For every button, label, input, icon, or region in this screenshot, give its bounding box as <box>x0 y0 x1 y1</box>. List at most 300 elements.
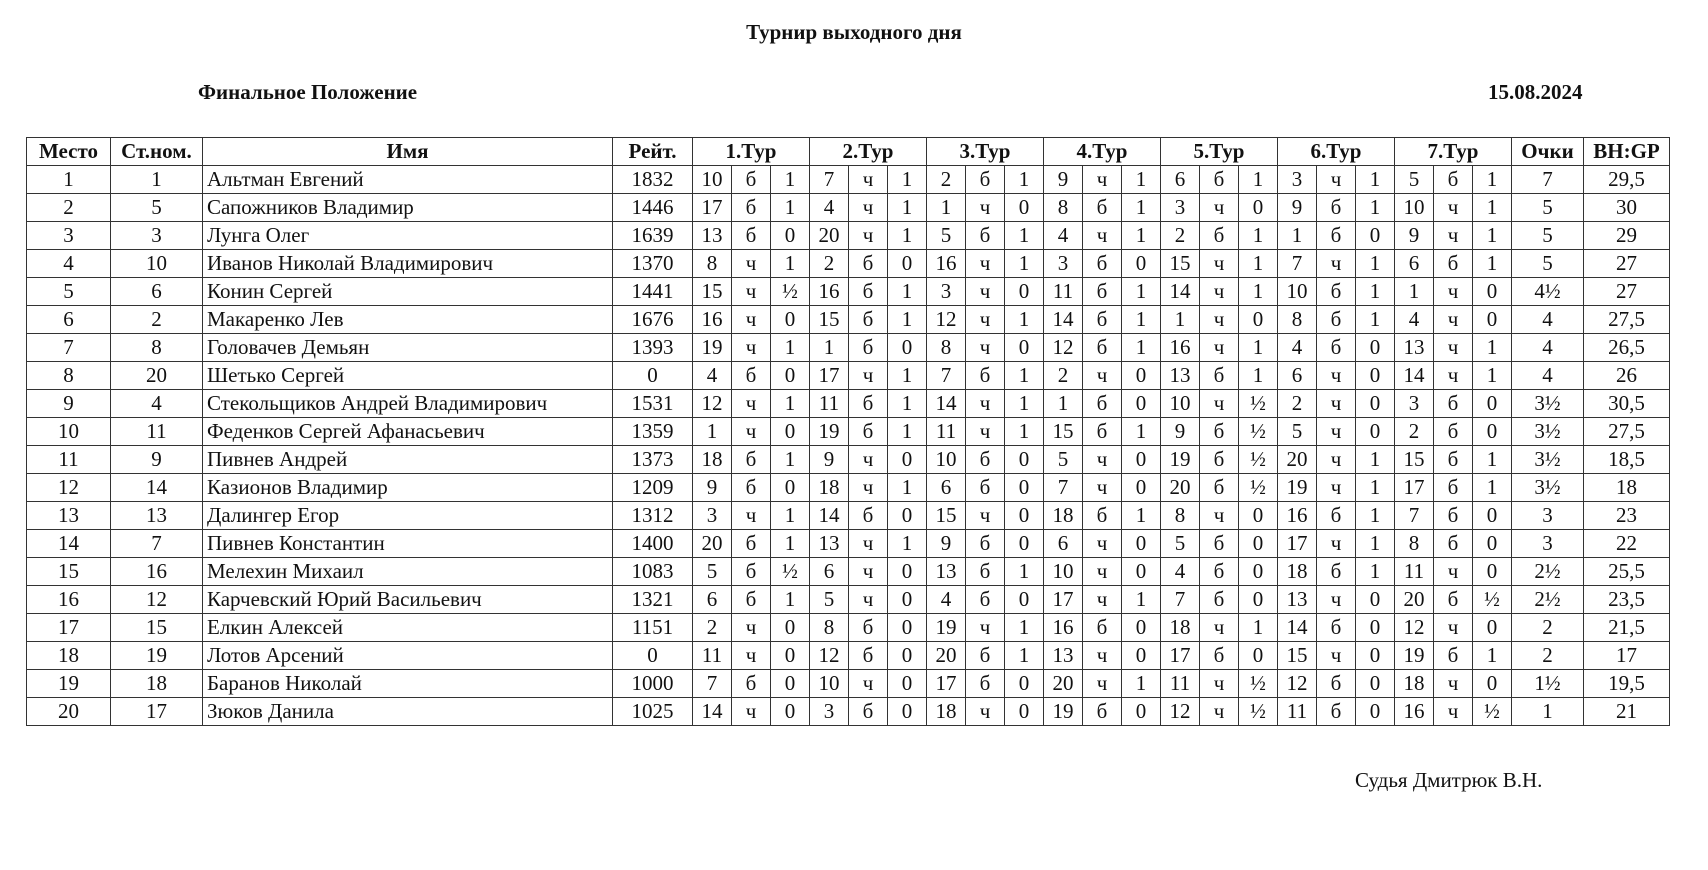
round-4-opponent-cell: 10 <box>1044 558 1083 586</box>
round-6-color-cell: б <box>1317 502 1356 530</box>
round-4-opponent-cell: 6 <box>1044 530 1083 558</box>
header-points: Очки <box>1512 138 1584 166</box>
round-5-color-cell: ч <box>1200 502 1239 530</box>
round-4-result-cell: 0 <box>1122 614 1161 642</box>
points-cell: 5 <box>1512 194 1584 222</box>
round-3-color-cell: ч <box>966 278 1005 306</box>
start-no-cell: 8 <box>111 334 203 362</box>
round-2-result-cell: 1 <box>888 306 927 334</box>
start-no-cell: 13 <box>111 502 203 530</box>
round-3-result-cell: 1 <box>1005 390 1044 418</box>
rating-cell: 0 <box>613 362 693 390</box>
table-row <box>27 390 1670 418</box>
round-2-result-cell: 0 <box>888 502 927 530</box>
round-5-opponent-cell: 7 <box>1161 586 1200 614</box>
round-2-opponent-cell: 6 <box>810 558 849 586</box>
header-tiebreak: BH:GP <box>1584 138 1670 166</box>
round-6-color-cell: ч <box>1317 642 1356 670</box>
table-row <box>27 670 1670 698</box>
round-6-color-cell: ч <box>1317 474 1356 502</box>
round-2-color-cell: ч <box>849 362 888 390</box>
round-2-result-cell: 0 <box>888 334 927 362</box>
tiebreak-cell: 27 <box>1584 250 1670 278</box>
round-3-color-cell: ч <box>966 502 1005 530</box>
place-cell: 11 <box>27 446 111 474</box>
rating-cell: 1370 <box>613 250 693 278</box>
table-row <box>27 166 1670 194</box>
rating-cell: 1676 <box>613 306 693 334</box>
round-7-result-cell: 0 <box>1473 558 1512 586</box>
standings-table <box>26 137 1670 726</box>
start-no-cell: 19 <box>111 642 203 670</box>
round-2-color-cell: ч <box>849 474 888 502</box>
round-6-result-cell: 1 <box>1356 250 1395 278</box>
round-3-color-cell: ч <box>966 334 1005 362</box>
round-4-opponent-cell: 2 <box>1044 362 1083 390</box>
round-7-color-cell: б <box>1434 530 1473 558</box>
round-1-opponent-cell: 20 <box>693 530 732 558</box>
tiebreak-cell: 29 <box>1584 222 1670 250</box>
round-5-opponent-cell: 18 <box>1161 614 1200 642</box>
round-3-color-cell: ч <box>966 250 1005 278</box>
round-2-opponent-cell: 18 <box>810 474 849 502</box>
table-row <box>27 502 1670 530</box>
round-4-opponent-cell: 12 <box>1044 334 1083 362</box>
round-7-color-cell: б <box>1434 642 1473 670</box>
round-1-color-cell: ч <box>732 250 771 278</box>
round-4-result-cell: 1 <box>1122 418 1161 446</box>
place-cell: 2 <box>27 194 111 222</box>
table-row <box>27 194 1670 222</box>
round-5-opponent-cell: 13 <box>1161 362 1200 390</box>
round-6-opponent-cell: 2 <box>1278 390 1317 418</box>
round-3-opponent-cell: 7 <box>927 362 966 390</box>
round-3-color-cell: ч <box>966 390 1005 418</box>
round-1-result-cell: 1 <box>771 502 810 530</box>
round-7-color-cell: ч <box>1434 362 1473 390</box>
round-7-result-cell: 0 <box>1473 530 1512 558</box>
round-1-color-cell: ч <box>732 278 771 306</box>
round-4-result-cell: 1 <box>1122 194 1161 222</box>
points-cell: 3 <box>1512 530 1584 558</box>
round-6-color-cell: б <box>1317 614 1356 642</box>
round-1-color-cell: б <box>732 362 771 390</box>
table-row <box>27 362 1670 390</box>
round-7-opponent-cell: 16 <box>1395 698 1434 726</box>
place-cell: 1 <box>27 166 111 194</box>
rating-cell: 1083 <box>613 558 693 586</box>
round-5-color-cell: б <box>1200 474 1239 502</box>
round-3-color-cell: б <box>966 642 1005 670</box>
round-1-color-cell: ч <box>732 502 771 530</box>
table-row <box>27 222 1670 250</box>
table-header-row <box>27 138 1670 166</box>
round-7-opponent-cell: 4 <box>1395 306 1434 334</box>
tiebreak-cell: 29,5 <box>1584 166 1670 194</box>
round-1-color-cell: б <box>732 670 771 698</box>
round-4-color-cell: б <box>1083 390 1122 418</box>
rating-cell: 1151 <box>613 614 693 642</box>
round-1-color-cell: б <box>732 530 771 558</box>
round-2-result-cell: 0 <box>888 642 927 670</box>
round-7-color-cell: ч <box>1434 194 1473 222</box>
round-6-color-cell: б <box>1317 698 1356 726</box>
round-1-result-cell: 1 <box>771 390 810 418</box>
round-6-result-cell: 0 <box>1356 222 1395 250</box>
round-7-opponent-cell: 2 <box>1395 418 1434 446</box>
round-1-color-cell: б <box>732 194 771 222</box>
round-6-result-cell: 1 <box>1356 530 1395 558</box>
round-6-opponent-cell: 1 <box>1278 222 1317 250</box>
round-4-color-cell: б <box>1083 502 1122 530</box>
round-2-color-cell: ч <box>849 530 888 558</box>
round-6-color-cell: ч <box>1317 390 1356 418</box>
round-4-result-cell: 0 <box>1122 558 1161 586</box>
round-7-result-cell: 1 <box>1473 642 1512 670</box>
round-5-result-cell: 0 <box>1239 306 1278 334</box>
round-2-color-cell: б <box>849 390 888 418</box>
round-5-color-cell: ч <box>1200 670 1239 698</box>
round-7-result-cell: 1 <box>1473 250 1512 278</box>
round-3-color-cell: б <box>966 586 1005 614</box>
round-6-opponent-cell: 10 <box>1278 278 1317 306</box>
table-row <box>27 474 1670 502</box>
round-4-color-cell: ч <box>1083 362 1122 390</box>
round-5-color-cell: б <box>1200 558 1239 586</box>
round-4-result-cell: 0 <box>1122 362 1161 390</box>
round-7-result-cell: 0 <box>1473 390 1512 418</box>
round-1-result-cell: 0 <box>771 306 810 334</box>
round-2-opponent-cell: 17 <box>810 362 849 390</box>
round-7-opponent-cell: 7 <box>1395 502 1434 530</box>
table-row <box>27 250 1670 278</box>
player-name-cell: Шетько Сергей <box>203 362 613 390</box>
round-5-opponent-cell: 20 <box>1161 474 1200 502</box>
round-6-color-cell: ч <box>1317 586 1356 614</box>
round-7-opponent-cell: 9 <box>1395 222 1434 250</box>
points-cell: 3½ <box>1512 390 1584 418</box>
round-6-color-cell: б <box>1317 222 1356 250</box>
round-1-color-cell: б <box>732 558 771 586</box>
round-2-result-cell: 0 <box>888 586 927 614</box>
round-5-color-cell: ч <box>1200 278 1239 306</box>
round-1-opponent-cell: 9 <box>693 474 732 502</box>
table-row <box>27 418 1670 446</box>
round-7-opponent-cell: 11 <box>1395 558 1434 586</box>
round-6-opponent-cell: 9 <box>1278 194 1317 222</box>
round-2-color-cell: б <box>849 418 888 446</box>
rating-cell: 0 <box>613 642 693 670</box>
points-cell: 1 <box>1512 698 1584 726</box>
round-5-result-cell: 0 <box>1239 530 1278 558</box>
round-4-opponent-cell: 16 <box>1044 614 1083 642</box>
round-4-color-cell: б <box>1083 698 1122 726</box>
round-1-result-cell: 1 <box>771 446 810 474</box>
round-6-opponent-cell: 13 <box>1278 586 1317 614</box>
round-6-result-cell: 0 <box>1356 614 1395 642</box>
round-3-opponent-cell: 12 <box>927 306 966 334</box>
tiebreak-cell: 27 <box>1584 278 1670 306</box>
round-3-opponent-cell: 6 <box>927 474 966 502</box>
round-7-opponent-cell: 14 <box>1395 362 1434 390</box>
header-round-3: 3.Тур <box>927 138 1044 166</box>
round-5-color-cell: б <box>1200 586 1239 614</box>
round-3-color-cell: б <box>966 446 1005 474</box>
round-7-color-cell: ч <box>1434 670 1473 698</box>
rating-cell: 1531 <box>613 390 693 418</box>
round-3-color-cell: ч <box>966 418 1005 446</box>
rating-cell: 1400 <box>613 530 693 558</box>
round-1-result-cell: 1 <box>771 250 810 278</box>
round-2-result-cell: 0 <box>888 558 927 586</box>
round-5-result-cell: 1 <box>1239 278 1278 306</box>
tiebreak-cell: 27,5 <box>1584 306 1670 334</box>
round-6-color-cell: б <box>1317 334 1356 362</box>
tiebreak-cell: 21,5 <box>1584 614 1670 642</box>
start-no-cell: 18 <box>111 670 203 698</box>
round-5-opponent-cell: 11 <box>1161 670 1200 698</box>
round-5-opponent-cell: 4 <box>1161 558 1200 586</box>
round-4-result-cell: 1 <box>1122 586 1161 614</box>
player-name-cell: Баранов Николай <box>203 670 613 698</box>
round-7-result-cell: 0 <box>1473 670 1512 698</box>
round-3-result-cell: 0 <box>1005 586 1044 614</box>
round-3-opponent-cell: 15 <box>927 502 966 530</box>
round-4-opponent-cell: 15 <box>1044 418 1083 446</box>
rating-cell: 1321 <box>613 586 693 614</box>
round-2-opponent-cell: 15 <box>810 306 849 334</box>
round-5-result-cell: ½ <box>1239 390 1278 418</box>
round-3-color-cell: ч <box>966 194 1005 222</box>
round-6-color-cell: ч <box>1317 362 1356 390</box>
round-7-opponent-cell: 5 <box>1395 166 1434 194</box>
round-1-result-cell: 1 <box>771 334 810 362</box>
round-5-result-cell: ½ <box>1239 474 1278 502</box>
round-7-opponent-cell: 17 <box>1395 474 1434 502</box>
place-cell: 17 <box>27 614 111 642</box>
round-2-opponent-cell: 14 <box>810 502 849 530</box>
round-4-result-cell: 1 <box>1122 222 1161 250</box>
referee-signature: Судья Дмитрюк В.Н. <box>1355 768 1543 792</box>
rating-cell: 1209 <box>613 474 693 502</box>
round-4-result-cell: 1 <box>1122 278 1161 306</box>
header-rating: Рейт. <box>613 138 693 166</box>
player-name-cell: Казионов Владимир <box>203 474 613 502</box>
round-6-result-cell: 0 <box>1356 418 1395 446</box>
round-2-color-cell: б <box>849 278 888 306</box>
round-3-result-cell: 0 <box>1005 194 1044 222</box>
round-1-opponent-cell: 5 <box>693 558 732 586</box>
round-1-opponent-cell: 3 <box>693 502 732 530</box>
round-3-opponent-cell: 9 <box>927 530 966 558</box>
round-5-color-cell: б <box>1200 642 1239 670</box>
round-1-opponent-cell: 8 <box>693 250 732 278</box>
round-4-color-cell: ч <box>1083 642 1122 670</box>
start-no-cell: 11 <box>111 418 203 446</box>
player-name-cell: Макаренко Лев <box>203 306 613 334</box>
start-no-cell: 20 <box>111 362 203 390</box>
start-no-cell: 16 <box>111 558 203 586</box>
round-3-result-cell: 1 <box>1005 250 1044 278</box>
round-1-color-cell: ч <box>732 698 771 726</box>
round-6-opponent-cell: 4 <box>1278 334 1317 362</box>
round-1-result-cell: 1 <box>771 166 810 194</box>
round-1-opponent-cell: 12 <box>693 390 732 418</box>
round-7-color-cell: б <box>1434 166 1473 194</box>
round-7-result-cell: ½ <box>1473 698 1512 726</box>
round-5-color-cell: б <box>1200 222 1239 250</box>
round-7-color-cell: б <box>1434 250 1473 278</box>
rating-cell: 1359 <box>613 418 693 446</box>
round-7-result-cell: 1 <box>1473 446 1512 474</box>
round-1-result-cell: 0 <box>771 614 810 642</box>
points-cell: 5 <box>1512 222 1584 250</box>
round-3-opponent-cell: 5 <box>927 222 966 250</box>
round-3-color-cell: ч <box>966 698 1005 726</box>
table-row <box>27 278 1670 306</box>
round-4-opponent-cell: 5 <box>1044 446 1083 474</box>
round-1-result-cell: 1 <box>771 530 810 558</box>
round-7-color-cell: ч <box>1434 614 1473 642</box>
round-7-result-cell: 0 <box>1473 614 1512 642</box>
start-no-cell: 17 <box>111 698 203 726</box>
round-4-opponent-cell: 13 <box>1044 642 1083 670</box>
place-cell: 9 <box>27 390 111 418</box>
round-4-opponent-cell: 4 <box>1044 222 1083 250</box>
points-cell: 2 <box>1512 642 1584 670</box>
round-2-opponent-cell: 3 <box>810 698 849 726</box>
round-5-result-cell: ½ <box>1239 418 1278 446</box>
round-2-color-cell: б <box>849 306 888 334</box>
round-3-opponent-cell: 4 <box>927 586 966 614</box>
round-1-opponent-cell: 1 <box>693 418 732 446</box>
round-4-result-cell: 1 <box>1122 306 1161 334</box>
round-6-result-cell: 1 <box>1356 558 1395 586</box>
round-3-result-cell: 0 <box>1005 670 1044 698</box>
round-5-result-cell: ½ <box>1239 670 1278 698</box>
table-row <box>27 642 1670 670</box>
start-no-cell: 10 <box>111 250 203 278</box>
round-5-opponent-cell: 2 <box>1161 222 1200 250</box>
round-7-result-cell: 0 <box>1473 418 1512 446</box>
round-1-color-cell: ч <box>732 642 771 670</box>
round-2-color-cell: б <box>849 614 888 642</box>
round-2-color-cell: ч <box>849 446 888 474</box>
round-7-color-cell: ч <box>1434 222 1473 250</box>
round-1-color-cell: б <box>732 474 771 502</box>
round-1-result-cell: 1 <box>771 194 810 222</box>
round-2-opponent-cell: 1 <box>810 334 849 362</box>
round-3-result-cell: 0 <box>1005 334 1044 362</box>
rating-cell: 1832 <box>613 166 693 194</box>
round-3-result-cell: 1 <box>1005 166 1044 194</box>
round-1-opponent-cell: 14 <box>693 698 732 726</box>
round-6-color-cell: б <box>1317 278 1356 306</box>
round-4-color-cell: б <box>1083 250 1122 278</box>
round-6-color-cell: ч <box>1317 530 1356 558</box>
round-5-color-cell: б <box>1200 530 1239 558</box>
rating-cell: 1446 <box>613 194 693 222</box>
round-6-opponent-cell: 17 <box>1278 530 1317 558</box>
table-row <box>27 614 1670 642</box>
round-3-result-cell: 0 <box>1005 530 1044 558</box>
round-6-result-cell: 0 <box>1356 670 1395 698</box>
round-6-result-cell: 0 <box>1356 334 1395 362</box>
round-4-opponent-cell: 14 <box>1044 306 1083 334</box>
round-4-opponent-cell: 7 <box>1044 474 1083 502</box>
round-1-result-cell: 1 <box>771 586 810 614</box>
round-5-opponent-cell: 10 <box>1161 390 1200 418</box>
player-name-cell: Феденков Сергей Афанасьевич <box>203 418 613 446</box>
round-6-result-cell: 0 <box>1356 362 1395 390</box>
round-6-opponent-cell: 20 <box>1278 446 1317 474</box>
round-1-color-cell: ч <box>732 614 771 642</box>
round-2-result-cell: 1 <box>888 194 927 222</box>
points-cell: 1½ <box>1512 670 1584 698</box>
round-2-color-cell: ч <box>849 586 888 614</box>
round-1-opponent-cell: 2 <box>693 614 732 642</box>
round-7-color-cell: ч <box>1434 306 1473 334</box>
round-6-color-cell: б <box>1317 306 1356 334</box>
round-7-result-cell: 0 <box>1473 278 1512 306</box>
round-3-opponent-cell: 11 <box>927 418 966 446</box>
start-no-cell: 12 <box>111 586 203 614</box>
rating-cell: 1441 <box>613 278 693 306</box>
round-2-result-cell: 1 <box>888 362 927 390</box>
round-7-color-cell: б <box>1434 390 1473 418</box>
place-cell: 14 <box>27 530 111 558</box>
tiebreak-cell: 17 <box>1584 642 1670 670</box>
points-cell: 2½ <box>1512 586 1584 614</box>
round-1-result-cell: 0 <box>771 698 810 726</box>
start-no-cell: 5 <box>111 194 203 222</box>
round-7-result-cell: 1 <box>1473 474 1512 502</box>
tiebreak-cell: 18,5 <box>1584 446 1670 474</box>
round-3-result-cell: 1 <box>1005 642 1044 670</box>
round-4-opponent-cell: 3 <box>1044 250 1083 278</box>
player-name-cell: Далингер Егор <box>203 502 613 530</box>
round-6-opponent-cell: 11 <box>1278 698 1317 726</box>
round-3-result-cell: 1 <box>1005 558 1044 586</box>
round-5-result-cell: ½ <box>1239 698 1278 726</box>
round-3-result-cell: 1 <box>1005 306 1044 334</box>
round-6-opponent-cell: 14 <box>1278 614 1317 642</box>
round-5-color-cell: ч <box>1200 390 1239 418</box>
player-name-cell: Елкин Алексей <box>203 614 613 642</box>
round-4-color-cell: ч <box>1083 530 1122 558</box>
round-4-opponent-cell: 1 <box>1044 390 1083 418</box>
round-4-color-cell: ч <box>1083 586 1122 614</box>
round-3-result-cell: 0 <box>1005 502 1044 530</box>
round-3-opponent-cell: 1 <box>927 194 966 222</box>
round-5-opponent-cell: 3 <box>1161 194 1200 222</box>
round-6-color-cell: ч <box>1317 250 1356 278</box>
table-row <box>27 446 1670 474</box>
round-5-color-cell: б <box>1200 418 1239 446</box>
start-no-cell: 6 <box>111 278 203 306</box>
round-7-opponent-cell: 15 <box>1395 446 1434 474</box>
points-cell: 4 <box>1512 306 1584 334</box>
tiebreak-cell: 18 <box>1584 474 1670 502</box>
round-5-color-cell: ч <box>1200 306 1239 334</box>
round-6-color-cell: ч <box>1317 446 1356 474</box>
round-6-opponent-cell: 7 <box>1278 250 1317 278</box>
tiebreak-cell: 19,5 <box>1584 670 1670 698</box>
round-4-opponent-cell: 18 <box>1044 502 1083 530</box>
round-4-result-cell: 0 <box>1122 250 1161 278</box>
round-1-opponent-cell: 17 <box>693 194 732 222</box>
round-6-result-cell: 1 <box>1356 502 1395 530</box>
